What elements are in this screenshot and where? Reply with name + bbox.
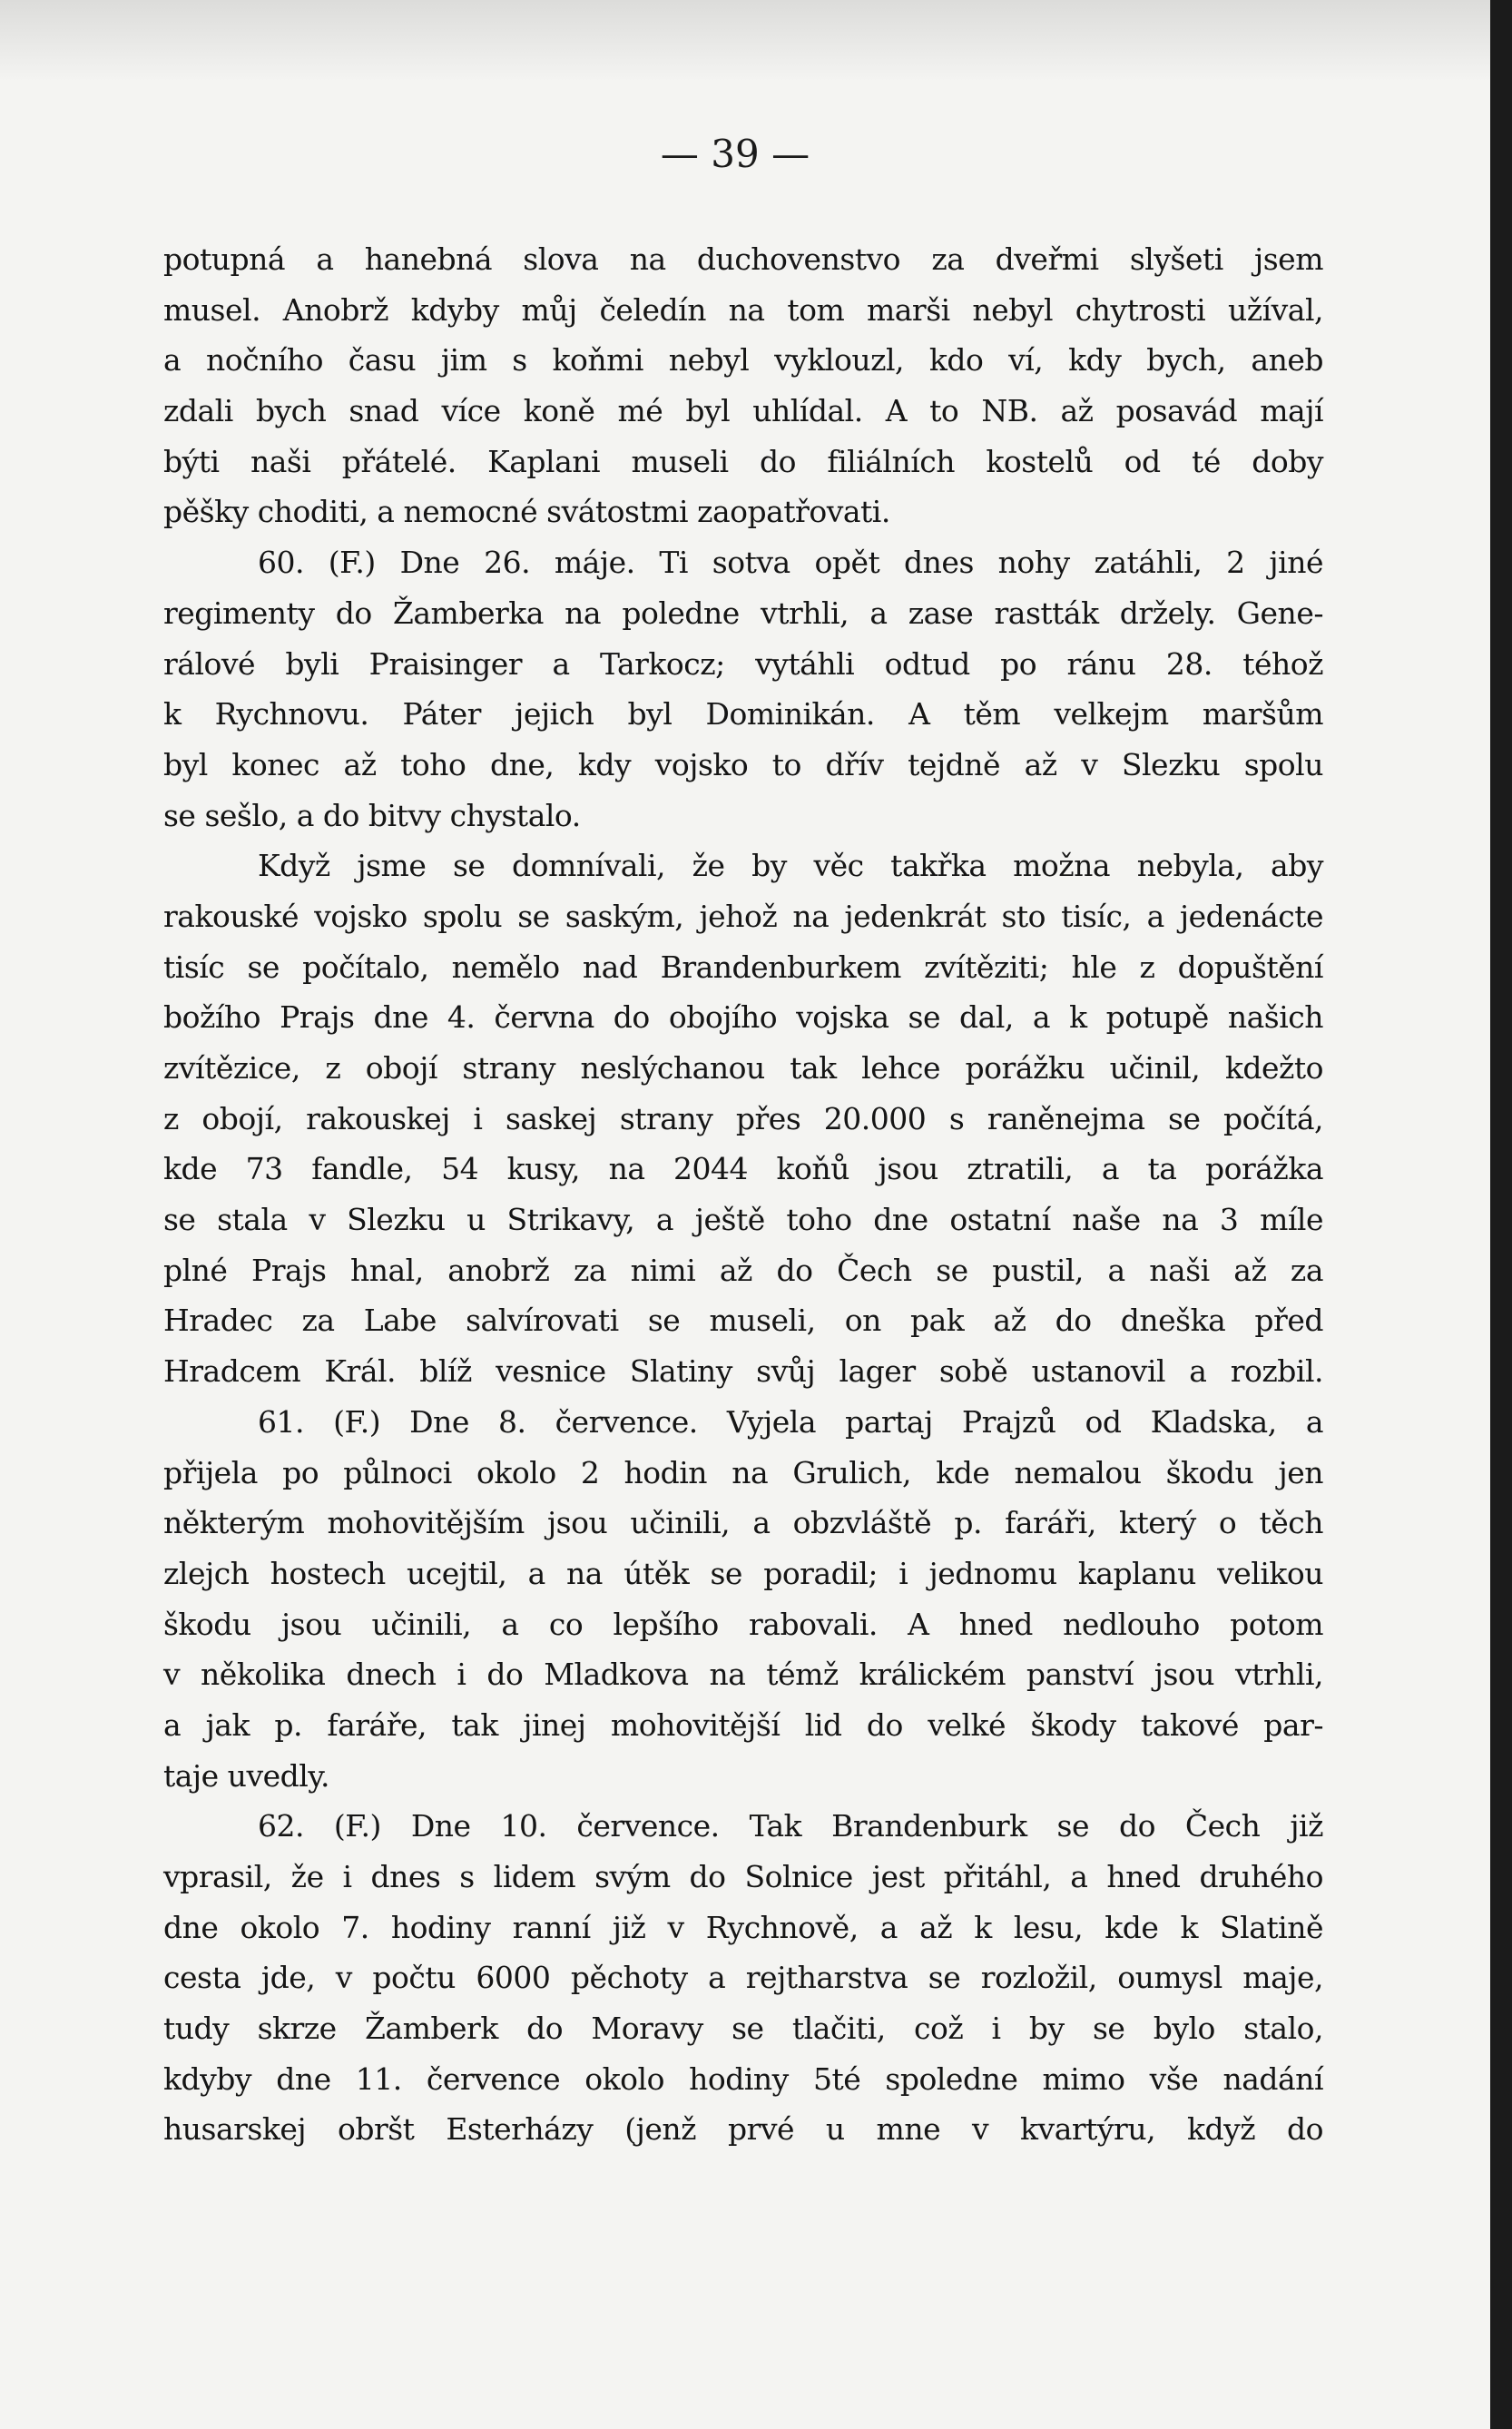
text-line: božího Prajs dne 4. června do obojího vojska se dal, a k potupě našich xyxy=(163,999,1323,1036)
text-line: husarskej obršt Esterházy (jenž prvé u mne v kvartýru, když do xyxy=(163,2111,1323,2148)
page-top-shade xyxy=(0,0,1490,82)
text-line: 60. (F.) Dne 26. máje. Ti sotva opět dnes nohy zatáhli, 2 jiné xyxy=(258,545,1323,581)
text-line: a nočního času jim s koňmi nebyl vyklouzl, kdo ví, kdy bych, aneb xyxy=(163,342,1323,379)
body-text xyxy=(163,234,1323,2155)
text-line: kdyby dne 11. července okolo hodiny 5té spoledne mimo vše nadání xyxy=(163,2060,1323,2097)
text-line: přijela po půlnoci okolo 2 hodin na Grulich, kde nemalou škodu jen xyxy=(163,1454,1323,1490)
page-number: — 39 — xyxy=(660,132,810,176)
text-line: zlejch hostech ucejtil, a na útěk se poradil; i jednomu kaplanu velikou xyxy=(163,1555,1323,1591)
text-line: některým mohovitějším jsou učinili, a obzvláště p. faráři, který o těch xyxy=(163,1505,1323,1541)
text-line: dne okolo 7. hodiny ranní již v Rychnově, a až k lesu, kde k Slatině xyxy=(163,1909,1323,1945)
text-line: regimenty do Žamberka na poledne vtrhli, a zase rastták držely. Gene- xyxy=(163,595,1323,631)
text-line: se sešlo, a do bitvy chystalo. xyxy=(163,797,581,833)
text-line: taje uvedly. xyxy=(163,1757,330,1794)
text-line: rakouské vojsko spolu se saským, jehož na jedenkrát sto tisíc, a jedenácte xyxy=(163,898,1323,934)
text-line: plné Prajs hnal, anobrž za nimi až do Čech se pustil, a naši až za xyxy=(163,1252,1323,1288)
text-line: zvítězice, z obojí strany neslýchanou tak lehce porážku učinil, kdežto xyxy=(163,1050,1323,1086)
text-line: Hradec za Labe salvírovati se museli, on pak až do dneška před xyxy=(163,1303,1323,1339)
text-line: Hradcem Král. blíž vesnice Slatiny svůj lager sobě ustanovil a rozbil. xyxy=(163,1353,1323,1390)
text-line: škodu jsou učinili, a co lepšího rabovali. A hned nedlouho potom xyxy=(163,1606,1323,1642)
text-line: pěšky choditi, a nemocné svátostmi zaopatřovati. xyxy=(163,494,890,530)
text-line: tudy skrze Žamberk do Moravy se tlačiti, což i by se bylo stalo, xyxy=(163,2011,1323,2047)
text-line: 61. (F.) Dne 8. července. Vyjela partaj Prajzů od Kladska, a xyxy=(258,1403,1323,1440)
text-line: 62. (F.) Dne 10. července. Tak Brandenburk se do Čech již xyxy=(258,1808,1323,1844)
text-line: byl konec až toho dne, kdy vojsko to dřív tejdně až v Slezku spolu xyxy=(163,746,1323,782)
text-line: k Rychnovu. Páter jejich byl Dominikán. A těm velkejm maršům xyxy=(163,696,1323,733)
text-line: potupná a hanebná slova na duchovenstvo za dveřmi slyšeti jsem xyxy=(163,241,1323,277)
text-line: kde 73 fandle, 54 kusy, na 2044 koňů jsou ztratili, a ta porážka xyxy=(163,1151,1323,1187)
text-line: se stala v Slezku u Strikavy, a ještě toho dne ostatní naše na 3 míle xyxy=(163,1202,1323,1238)
text-line: musel. Anobrž kdyby můj čeledín na tom marši nebyl chytrosti užíval, xyxy=(163,291,1323,328)
text-line: zdali bych snad více koně mé byl uhlídal. A to NB. až posavád mají xyxy=(163,393,1323,429)
text-line: rálové byli Praisinger a Tarkocz; vytáhli odtud po ránu 28. téhož xyxy=(163,645,1323,682)
text-line: Když jsme se domnívali, že by věc takřka možna nebyla, aby xyxy=(258,848,1323,884)
text-line: býti naši přátelé. Kaplani museli do filiálních kostelů od té doby xyxy=(163,443,1323,479)
text-line: cesta jde, v počtu 6000 pěchoty a rejtharstva se rozložil, oumysl maje, xyxy=(163,1960,1323,1996)
text-line: tisíc se počítalo, nemělo nad Brandenburkem zvítěziti; hle z dopuštění xyxy=(163,949,1323,985)
text-line: a jak p. faráře, tak jinej mohovitější lid do velké škody takové par- xyxy=(163,1706,1323,1743)
page-right-edge xyxy=(1490,0,1512,2429)
text-line: vprasil, že i dnes s lidem svým do Solnice jest přitáhl, a hned druhého xyxy=(163,1859,1323,1894)
text-line: v několika dnech i do Mladkova na témž králickém panství jsou vtrhli, xyxy=(163,1657,1323,1693)
text-line: z obojí, rakouskej i saskej strany přes 20.000 s raněnejma se počítá, xyxy=(163,1100,1323,1136)
